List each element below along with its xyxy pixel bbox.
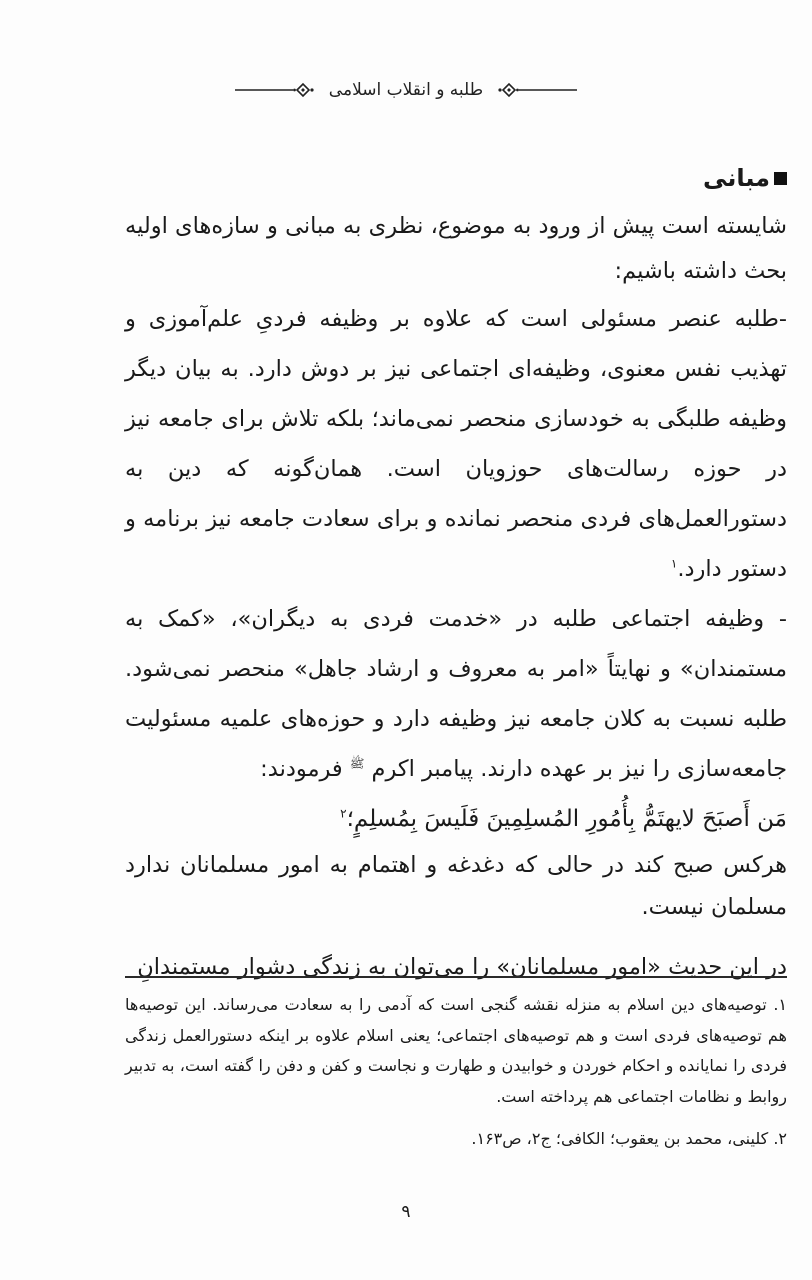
salawat-glyph: ﷺ — [349, 756, 365, 771]
footnotes — [125, 990, 787, 1155]
footnote-2: ۲. کلینی، محمد بن یعقوب؛ الکافی؛ ج۲، ص۱۶۳. — [471, 1129, 787, 1148]
ornament-icon — [497, 82, 577, 98]
paragraph-2 — [125, 594, 787, 794]
footnote-separator — [125, 976, 787, 978]
footnote-ref-1[interactable]: ۱ — [670, 556, 678, 571]
section-heading — [125, 160, 787, 196]
main-text — [125, 160, 787, 1015]
hadith-text: مَن أَصبَحَ لایهتَمُّ بِأُمُورِ المُسلِمِینَ فَلَیسَ بِمُسلِمٍ؛ — [346, 806, 787, 832]
paragraph-2-end: فرمودند: — [260, 756, 343, 782]
paragraph-1-text: -طلبه عنصر مسئولی است که علاوه بر وظیفه فردیِ علم‌آموزی و تهذیب نفس معنوی، وظیفه‌ای اجتماعی نیز بر دوش دارد. به بیان دیگر وظیفه طلبگی به خودسازی منحصر نمی‌ماند؛ بلکه تلاش برای جامعه نیز در حوزه رسالت‌های حوزویان است. همان‌گونه که دین به دستورالعمل‌های فردی منحصر نمانده و برای سعادت جامعه نیز برنامه و دستور دارد. — [125, 306, 787, 582]
section-heading-text: مبانی — [703, 164, 770, 192]
intro-paragraph: شایسته است پیش از ورود به موضوع، نظری به مبانی و سازه‌های اولیه بحث داشته باشیم: — [125, 213, 787, 284]
ornament-icon — [235, 82, 315, 98]
ornament-right — [497, 82, 577, 98]
hadith-translation: هرکس صبح کند در حالی که دغدغه و اهتمام به امور مسلمانان ندارد مسلمان نیست. — [125, 852, 787, 920]
continuation-paragraph: در این حدیث «امور مسلمانان» را می‌توان به زندگی دشوار مستمندانِ — [137, 954, 787, 980]
running-head — [0, 80, 812, 100]
footnote-1: ۱. توصیه‌های دین اسلام به منزله نقشه گنجی است که آدمی را به سعادت می‌رساند. این توصیه‌ها هم توصیه‌های فردی است و هم توصیه‌های اجتماعی؛ یعنی اسلام علاوه بر اینکه دستورالعمل زندگی فردی را نمایانده و احکام خوردن و خوابیدن و طهارت و نجاست و کفن و دفن را گفته است، به تدبیر روابط و نظامات اجتماعی هم پرداخته است. — [125, 995, 787, 1106]
square-bullet-icon — [774, 172, 787, 185]
footnote-ref-2[interactable]: ۲ — [340, 806, 347, 821]
hadith-quote — [125, 794, 787, 844]
paragraph-2-text: - وظیفه اجتماعی طلبه در «خدمت فردی به دیگران»، «کمک به مستمندان» و نهایتاً «امر به معروف و ارشاد جاهل» منحصر نمی‌شود. طلبه نسبت به کلان جامعه نیز وظیفه دارد و حوزه‌های علمیه مسئولیت جامعه‌سازی را نیز بر عهده دارند. پیامبر اکرم — [125, 606, 787, 782]
running-head-title: طلبه و انقلاب اسلامی — [328, 80, 484, 100]
page-number: ۹ — [401, 1202, 411, 1222]
ornament-left — [235, 82, 315, 98]
paragraph-1 — [125, 294, 787, 594]
